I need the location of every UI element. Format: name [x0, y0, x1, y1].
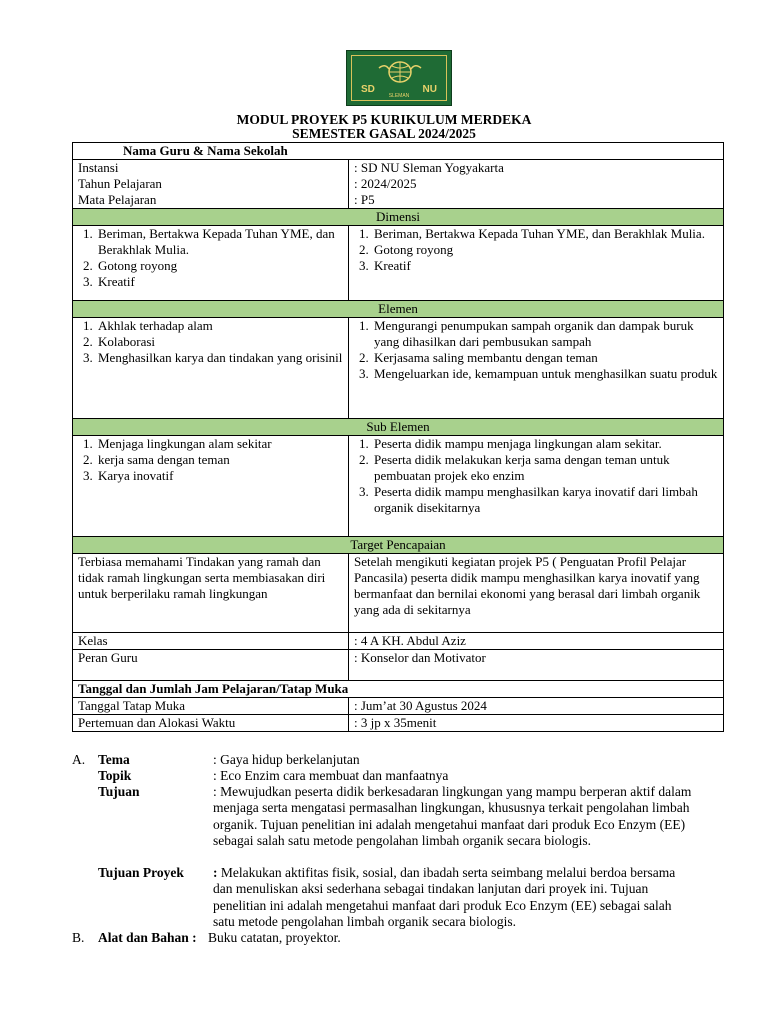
list-item: 3. Menghasilkan karya dan tindakan yang orisinil: [96, 350, 343, 366]
list-item: 2. Kolaborasi: [96, 334, 343, 350]
jadwal-header: Tanggal dan Jumlah Jam Pelajaran/Tatap Muka: [73, 681, 724, 698]
jadwal-row: [73, 698, 724, 715]
tujuan-proyek-text: [213, 865, 693, 930]
tahun-value: : 2024/2025: [354, 176, 417, 191]
elemen-right: [349, 318, 724, 419]
tujuan-proyek-block: [72, 865, 712, 931]
list-item: 3. Peserta didik mampu menghasilkan karya inovatif dari limbah organik disekitarnya: [372, 484, 718, 516]
dimensi-row: [73, 226, 724, 301]
list-item: 3. Mengeluarkan ide, kemampuan untuk menghasilkan suatu produk: [372, 366, 718, 382]
dimensi-header: Dimensi: [73, 209, 724, 226]
alat-bahan-line: [72, 930, 712, 948]
list-item: 1. Menjaga lingkungan alam sekitar: [96, 436, 343, 452]
elemen-left: [73, 318, 349, 419]
target-right: Setelah mengikuti kegiatan projek P5 ( Penguatan Profil Pelajar Pancasila) peserta didik mampu menghasilkan karya inovatif yang bermanfaat dan bernilai ekonomi yang berasal dari limbah organik yang ada di sekitarnya: [349, 554, 724, 633]
tanggal-label: Tanggal Tatap Muka: [73, 698, 349, 715]
sub-elemen-row: [73, 436, 724, 537]
list-item: 2. Gotong royong: [372, 242, 718, 258]
list-item: 1. Beriman, Bertakwa Kepada Tuhan YME, dan Berakhlak Mulia.: [372, 226, 718, 242]
identity-labels: [73, 160, 349, 209]
identity-values: [349, 160, 724, 209]
document-title: MODUL PROYEK P5 KURIKULUM MERDEKA: [236, 112, 532, 127]
mapel-label: Mata Pelajaran: [78, 192, 157, 207]
tanggal-value: : Jum’at 30 Agustus 2024: [349, 698, 724, 715]
tujuan-value: : Mewujudkan peserta didik berkesadaran lingkungan yang mampu berperan aktif dalam menjaga serta mengatasi permasalhan lingkungan, khususnya terkait pengolahan limbah organik. Tujuan penelitian ini adalah mengetahui manfaat dari produk Eco Enzym (EE) sebagai salah satu metode pengolahan limbah organik secara biologis.: [213, 784, 692, 848]
list-item: 1. Mengurangi penumpukan sampah organik dan dampak buruk yang dihasilkan dari pembusukan sampah: [372, 318, 718, 350]
dimensi-left: [73, 226, 349, 301]
alokasi-value: : 3 jp x 35menit: [349, 715, 724, 732]
jadwal-row: [73, 715, 724, 732]
target-row: [73, 554, 724, 633]
peran-value: : Konselor dan Motivator: [349, 650, 724, 681]
tujuan-proyek-label: Tujuan Proyek: [98, 865, 184, 880]
identity-rows: [73, 160, 724, 209]
tujuan-label: Tujuan: [98, 784, 140, 799]
list-item: 2. kerja sama dengan teman: [96, 452, 343, 468]
tema-label: Tema: [98, 752, 130, 767]
logo-nu-text: NU: [422, 84, 437, 95]
sub-elemen-left: [73, 436, 349, 537]
identity-header: Nama Guru & Nama Sekolah: [73, 143, 724, 160]
list-item: 2. Gotong royong: [96, 258, 343, 274]
logo-sd-text: SD: [361, 84, 375, 95]
nu-globe-icon: [377, 59, 423, 83]
topik-label: Topik: [98, 768, 132, 783]
alat-bahan-value: Buku catatan, proyektor.: [208, 930, 341, 945]
kelas-label: Kelas: [73, 633, 349, 650]
topik-value: : Eco Enzim cara membuat dan manfaatnya: [213, 768, 449, 783]
logo-sleman-text: SLEMAN: [388, 93, 410, 99]
tema-value: : Gaya hidup berkelanjutan: [213, 752, 360, 767]
alokasi-label: Pertemuan dan Alokasi Waktu: [73, 715, 349, 732]
instansi-label: Instansi: [78, 160, 119, 175]
elemen-row: [73, 318, 724, 419]
peran-row: [73, 650, 724, 681]
instansi-value: : SD NU Sleman Yogyakarta: [354, 160, 504, 175]
list-item: 1. Beriman, Bertakwa Kepada Tuhan YME, dan Berakhlak Mulia.: [96, 226, 343, 258]
sub-elemen-right: [349, 436, 724, 537]
identity-header-row: [73, 143, 724, 160]
peran-label: Peran Guru: [73, 650, 349, 681]
document-subtitle: SEMESTER GASAL 2024/2025: [292, 126, 476, 141]
list-item: 3. Karya inovatif: [96, 468, 343, 484]
sub-elemen-header: Sub Elemen: [73, 419, 724, 436]
tahun-label: Tahun Pelajaran: [78, 176, 162, 191]
section-a-mark: A.: [72, 752, 86, 767]
target-header: Target Pencapaian: [73, 537, 724, 554]
target-left: Terbiasa memahami Tindakan yang ramah dan tidak ramah lingkungan serta membiasakan diri untuk berperilaku ramah lingkungan: [73, 554, 349, 633]
list-item: 2. Peserta didik melakukan kerja sama dengan teman untuk pembuatan projek eko enzim: [372, 452, 718, 484]
elemen-header: Elemen: [73, 301, 724, 318]
section-b-mark: B.: [72, 930, 85, 945]
kelas-value: : 4 A KH. Abdul Aziz: [349, 633, 724, 650]
module-table: [72, 142, 724, 732]
list-item: 1. Akhlak terhadap alam: [96, 318, 343, 334]
tujuan-proyek-colon: :: [213, 865, 218, 880]
mapel-value: : P5: [354, 192, 375, 207]
school-logo: [346, 50, 452, 106]
kelas-row: [73, 633, 724, 650]
alat-bahan-label: Alat dan Bahan :: [98, 930, 197, 945]
list-item: 2. Kerjasama saling membantu dengan teman: [372, 350, 718, 366]
tujuan-block: [72, 784, 712, 866]
dimensi-right: [349, 226, 724, 301]
list-item: 1. Peserta didik mampu menjaga lingkungan alam sekitar.: [372, 436, 718, 452]
tujuan-proyek-value: Melakukan aktifitas fisik, sosial, dan ibadah serta seimbang melalui berdoa bersama dan menuliskan aksi sederhana sebagai tindakan lanjutan dari proyek ini. Tujuan penelitian ini adalah mengetahui manfaat dari produk Eco Enzym (EE) sebagai salah satu metode pengolahan limbah organik secara biologis.: [213, 865, 676, 929]
list-item: 3. Kreatif: [372, 258, 718, 274]
list-item: 3. Kreatif: [96, 274, 343, 290]
